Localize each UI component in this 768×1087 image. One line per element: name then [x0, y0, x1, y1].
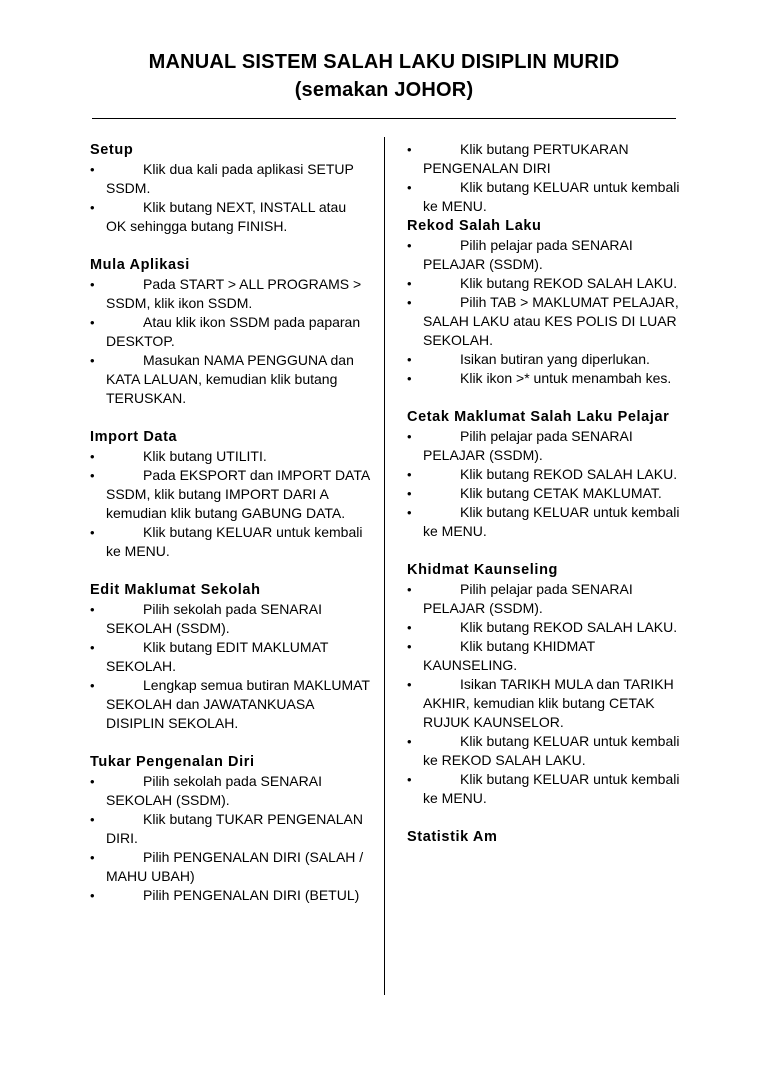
bullet-icon: • — [407, 639, 412, 654]
list-item — [90, 772, 370, 810]
bullet-icon: • — [407, 772, 412, 787]
list-item — [90, 275, 370, 313]
list-item-text: Pilih TAB > MAKLUMAT PELAJAR, SALAH LAKU atau KES POLIS DI LUAR SEKOLAH. — [423, 294, 679, 348]
list-item — [90, 810, 370, 848]
section-heading: Import Data — [90, 429, 178, 445]
bullet-icon: • — [407, 486, 412, 501]
bullet-icon: • — [407, 371, 412, 386]
list-item — [90, 848, 370, 886]
list-item — [90, 638, 370, 676]
list-item-text: Atau klik ikon SSDM pada paparan DESKTOP. — [106, 314, 361, 349]
document-title — [0, 48, 768, 104]
list-item-text: Lengkap semua butiran MAKLUMAT SEKOLAH dan JAWATANKUASA DISIPLIN SEKOLAH. — [106, 677, 370, 731]
list-item-text: Klik butang TUKAR PENGENALAN DIRI. — [106, 811, 363, 846]
section-edit-maklumat-sekolah — [90, 580, 370, 733]
list-item — [407, 503, 687, 541]
bullet-icon: • — [407, 429, 412, 444]
list-item-text: Klik butang PERTUKARAN PENGENALAN DIRI — [423, 141, 629, 176]
bullet-icon: • — [407, 180, 412, 195]
list-item-text: Pilih sekolah pada SENARAI SEKOLAH (SSDM). — [106, 601, 322, 636]
section-heading: Cetak Maklumat Salah Laku Pelajar — [407, 409, 670, 425]
list-item — [90, 313, 370, 351]
list-item — [407, 770, 687, 808]
list-item — [407, 427, 687, 465]
section-khidmat-kaunseling — [407, 560, 687, 808]
bullet-icon: • — [407, 295, 412, 310]
bullet-icon: • — [90, 468, 95, 483]
section-cetak-maklumat-salah-laku-pelajar — [407, 407, 687, 541]
bullet-icon: • — [90, 162, 95, 177]
bullet-icon: • — [407, 677, 412, 692]
list-item — [407, 236, 687, 274]
list-item-text: Klik butang KELUAR untuk kembali ke MENU. — [423, 179, 680, 214]
title-line-2: (semakan JOHOR) — [294, 79, 474, 101]
list-item — [407, 732, 687, 770]
list-item — [90, 466, 370, 523]
list-item-text: Pilih PENGENALAN DIRI (BETUL) — [143, 887, 360, 903]
list-item-text: Klik butang NEXT, INSTALL atau OK sehingga butang FINISH. — [106, 199, 347, 234]
list-item — [407, 465, 687, 484]
list-item — [407, 369, 687, 388]
list-item-text: Pada EKSPORT dan IMPORT DATA SSDM, klik butang IMPORT DARI A kemudian klik butang GABUNG DATA. — [106, 467, 370, 521]
bullet-icon: • — [90, 449, 95, 464]
bullet-icon: • — [407, 467, 412, 482]
list-item — [407, 350, 687, 369]
list-item-text: Klik butang KELUAR untuk kembali ke MENU. — [423, 504, 680, 539]
list-item-text: Klik ikon >* untuk menambah kes. — [460, 370, 672, 386]
list-item — [407, 580, 687, 618]
bullet-icon: • — [90, 850, 95, 865]
list-item — [407, 178, 687, 216]
list-item-text: Klik butang KELUAR untuk kembali ke MENU. — [106, 524, 363, 559]
bullet-icon: • — [90, 315, 95, 330]
bullet-icon: • — [407, 582, 412, 597]
section-setup — [90, 140, 370, 236]
list-item — [90, 160, 370, 198]
list-item-text: Klik butang KHIDMAT KAUNSELING. — [423, 638, 595, 673]
list-item-text: Klik butang REKOD SALAH LAKU. — [460, 619, 678, 635]
section-heading: Setup — [90, 142, 134, 158]
column-divider — [384, 137, 385, 995]
bullet-icon: • — [90, 774, 95, 789]
list-item-text: Pilih pelajar pada SENARAI PELAJAR (SSDM). — [423, 581, 633, 616]
list-item — [407, 140, 687, 178]
bullet-icon: • — [90, 277, 95, 292]
section-heading: Rekod Salah Laku — [407, 218, 542, 234]
section-heading: Edit Maklumat Sekolah — [90, 582, 261, 598]
list-item-text: Klik dua kali pada aplikasi SETUP SSDM. — [106, 161, 354, 196]
bullet-icon: • — [407, 352, 412, 367]
bullet-icon: • — [90, 678, 95, 693]
list-item-text: Klik butang CETAK MAKLUMAT. — [460, 485, 662, 501]
section-tukar-pengenalan-diri — [90, 752, 370, 905]
title-divider — [92, 118, 676, 119]
section-rekod-salah-laku — [407, 216, 687, 388]
bullet-icon: • — [90, 602, 95, 617]
list-item — [90, 351, 370, 408]
list-item — [407, 675, 687, 732]
list-item-text: Isikan TARIKH MULA dan TARIKH AKHIR, kemudian klik butang CETAK RUJUK KAUNSELOR. — [423, 676, 674, 730]
list-item — [90, 886, 370, 905]
list-item-text: Masukan NAMA PENGGUNA dan KATA LALUAN, kemudian klik butang TERUSKAN. — [106, 352, 354, 406]
list-item-text: Klik butang UTILITI. — [143, 448, 267, 464]
bullet-icon: • — [90, 812, 95, 827]
list-item-text: Pilih pelajar pada SENARAI PELAJAR (SSDM). — [423, 428, 633, 463]
list-item-text: Klik butang EDIT MAKLUMAT SEKOLAH. — [106, 639, 329, 674]
list-item — [90, 676, 370, 733]
list-item — [407, 484, 687, 503]
section-heading: Mula Aplikasi — [90, 257, 190, 273]
bullet-icon: • — [90, 200, 95, 215]
list-item — [407, 293, 687, 350]
right-column — [407, 140, 687, 847]
section-mula-aplikasi — [90, 255, 370, 408]
bullet-icon: • — [407, 505, 412, 520]
list-item — [90, 198, 370, 236]
section-statistik-am — [407, 827, 687, 847]
list-item-text: Klik butang REKOD SALAH LAKU. — [460, 275, 678, 291]
bullet-icon: • — [407, 620, 412, 635]
list-item-text: Pilih sekolah pada SENARAI SEKOLAH (SSDM). — [106, 773, 322, 808]
section-heading: Khidmat Kaunseling — [407, 562, 558, 578]
list-item — [407, 274, 687, 293]
title-line-1: MANUAL SISTEM SALAH LAKU DISIPLIN MURID — [148, 51, 620, 73]
section-heading: Tukar Pengenalan Diri — [90, 754, 255, 770]
bullet-icon: • — [407, 238, 412, 253]
bullet-icon: • — [407, 734, 412, 749]
list-item — [407, 637, 687, 675]
bullet-icon: • — [90, 525, 95, 540]
left-column — [90, 140, 370, 905]
list-item-text: Pada START > ALL PROGRAMS > SSDM, klik ikon SSDM. — [106, 276, 362, 311]
bullet-icon: • — [90, 353, 95, 368]
section-import-data — [90, 427, 370, 561]
bullet-icon: • — [407, 142, 412, 157]
bullet-icon: • — [407, 276, 412, 291]
list-item-text: Klik butang KELUAR untuk kembali ke REKOD SALAH LAKU. — [423, 733, 680, 768]
list-item — [90, 600, 370, 638]
list-item — [407, 618, 687, 637]
section-right-continued — [407, 140, 687, 216]
list-item-text: Pilih pelajar pada SENARAI PELAJAR (SSDM). — [423, 237, 633, 272]
list-item-text: Klik butang REKOD SALAH LAKU. — [460, 466, 678, 482]
bullet-icon: • — [90, 640, 95, 655]
bullet-icon: • — [90, 888, 95, 903]
list-item — [90, 523, 370, 561]
list-item-text: Isikan butiran yang diperlukan. — [460, 351, 650, 367]
list-item-text: Pilih PENGENALAN DIRI (SALAH / MAHU UBAH) — [106, 849, 364, 884]
list-item — [90, 447, 370, 466]
section-heading: Statistik Am — [407, 829, 498, 845]
list-item-text: Klik butang KELUAR untuk kembali ke MENU. — [423, 771, 680, 806]
